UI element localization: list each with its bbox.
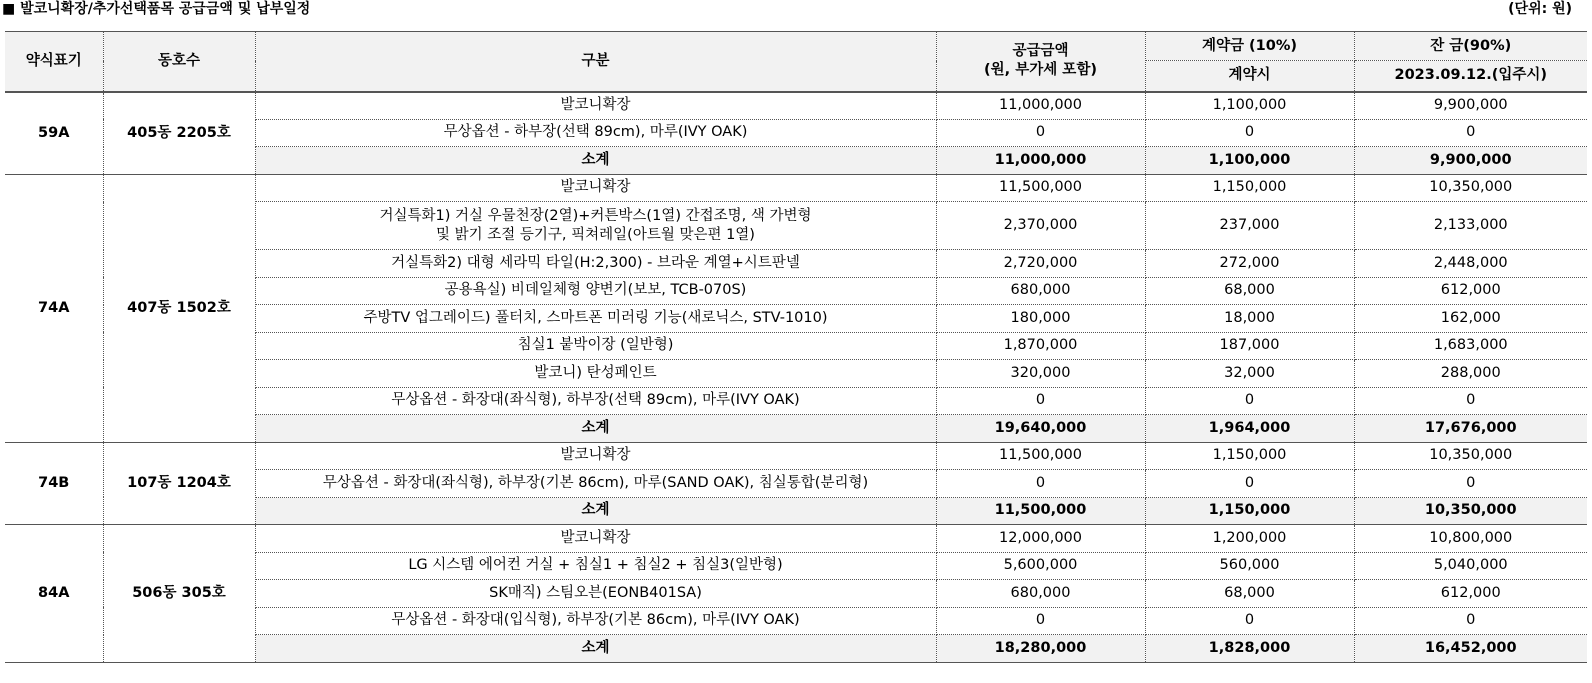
deposit-cell: 1,828,000 bbox=[1145, 635, 1354, 663]
supply-cell: 0 bbox=[936, 607, 1145, 635]
item-cell: 주방TV 업그레이드) 풀터치, 스마트폰 미러링 기능(새로닉스, STV-1010) bbox=[255, 305, 936, 333]
supply-cell: 18,280,000 bbox=[936, 635, 1145, 663]
supply-cell: 0 bbox=[936, 470, 1145, 498]
deposit-cell: 187,000 bbox=[1145, 332, 1354, 360]
supply-cell: 11,000,000 bbox=[936, 92, 1145, 120]
deposit-cell: 32,000 bbox=[1145, 360, 1354, 388]
balance-cell: 9,900,000 bbox=[1354, 147, 1587, 175]
supply-cell: 1,870,000 bbox=[936, 332, 1145, 360]
table-body bbox=[5, 92, 1587, 663]
item-cell: 공용욕실) 비데일체형 양변기(보보, TCB-070S) bbox=[255, 277, 936, 305]
supply-cell: 320,000 bbox=[936, 360, 1145, 388]
deposit-cell: 1,150,000 bbox=[1145, 174, 1354, 202]
deposit-cell: 68,000 bbox=[1145, 580, 1354, 608]
col-category-header: 구분 bbox=[255, 32, 936, 92]
supply-cell: 11,000,000 bbox=[936, 147, 1145, 175]
col-balance-subheader: 2023.09.12.(입주시) bbox=[1354, 61, 1587, 92]
supply-header-sub: (원, 부가세 포함) bbox=[984, 62, 1097, 79]
table-row bbox=[5, 525, 1587, 553]
unit-cell: 506동 305호 bbox=[103, 525, 255, 663]
col-deposit-subheader: 계약시 bbox=[1145, 61, 1354, 92]
deposit-cell: 0 bbox=[1145, 607, 1354, 635]
table-row bbox=[5, 174, 1587, 202]
item-cell: 무상옵션 - 하부장(선택 89cm), 마루(IVY OAK) bbox=[255, 119, 936, 147]
subtotal-label: 소계 bbox=[255, 415, 936, 443]
balance-cell: 1,683,000 bbox=[1354, 332, 1587, 360]
supply-cell: 180,000 bbox=[936, 305, 1145, 333]
table-row bbox=[5, 442, 1587, 470]
col-supply-header bbox=[936, 32, 1145, 92]
supply-cell: 11,500,000 bbox=[936, 497, 1145, 525]
balance-cell: 0 bbox=[1354, 470, 1587, 498]
item-cell: 침실1 붙박이장 (일반형) bbox=[255, 332, 936, 360]
balance-cell: 288,000 bbox=[1354, 360, 1587, 388]
balance-cell: 2,448,000 bbox=[1354, 250, 1587, 278]
item-cell: 발코니확장 bbox=[255, 442, 936, 470]
type-cell: 84A bbox=[5, 525, 103, 663]
unit-cell: 407동 1502호 bbox=[103, 174, 255, 442]
balance-cell: 612,000 bbox=[1354, 580, 1587, 608]
item-cell: 무상옵션 - 화장대(입식형), 하부장(기본 86cm), 마루(IVY OAK) bbox=[255, 607, 936, 635]
balance-cell: 16,452,000 bbox=[1354, 635, 1587, 663]
deposit-cell: 0 bbox=[1145, 119, 1354, 147]
col-balance-header: 잔 금(90%) bbox=[1354, 32, 1587, 61]
item-cell: 무상옵션 - 화장대(좌식형), 하부장(선택 89cm), 마루(IVY OAK) bbox=[255, 387, 936, 415]
deposit-cell: 1,200,000 bbox=[1145, 525, 1354, 553]
supply-cell: 680,000 bbox=[936, 580, 1145, 608]
balance-cell: 10,350,000 bbox=[1354, 497, 1587, 525]
item-cell bbox=[255, 202, 936, 250]
supply-header-label: 공급금액 bbox=[1012, 43, 1069, 60]
deposit-cell: 237,000 bbox=[1145, 202, 1354, 250]
unit-label: (단위: 원) bbox=[1508, 1, 1572, 17]
table-header bbox=[5, 32, 1587, 92]
deposit-cell: 1,150,000 bbox=[1145, 442, 1354, 470]
item-cell: 발코니확장 bbox=[255, 525, 936, 553]
subtotal-label: 소계 bbox=[255, 497, 936, 525]
item-cell: SK매직) 스팀오븐(EONB401SA) bbox=[255, 580, 936, 608]
supply-cell: 11,500,000 bbox=[936, 174, 1145, 202]
item-cell: LG 시스템 에어컨 거실 + 침실1 + 침실2 + 침실3(일반형) bbox=[255, 552, 936, 580]
balance-cell: 10,800,000 bbox=[1354, 525, 1587, 553]
balance-cell: 0 bbox=[1354, 607, 1587, 635]
balance-cell: 612,000 bbox=[1354, 277, 1587, 305]
balance-cell: 162,000 bbox=[1354, 305, 1587, 333]
deposit-cell: 560,000 bbox=[1145, 552, 1354, 580]
title-row bbox=[0, 0, 1592, 26]
item-cell: 발코니) 탄성페인트 bbox=[255, 360, 936, 388]
type-cell: 59A bbox=[5, 92, 103, 175]
col-type-header: 약식표기 bbox=[5, 32, 103, 92]
col-unit-header: 동호수 bbox=[103, 32, 255, 92]
supply-cell: 680,000 bbox=[936, 277, 1145, 305]
deposit-cell: 18,000 bbox=[1145, 305, 1354, 333]
item-line-1: 거실특화1) 거실 우물천장(2열)+커튼박스(1열) 간접조명, 색 가변형 bbox=[379, 207, 812, 224]
supply-cell: 19,640,000 bbox=[936, 415, 1145, 443]
balance-cell: 2,133,000 bbox=[1354, 202, 1587, 250]
supply-cell: 2,720,000 bbox=[936, 250, 1145, 278]
item-cell: 무상옵션 - 화장대(좌식형), 하부장(기본 86cm), 마루(SAND OAK), 침실통합(분리형) bbox=[255, 470, 936, 498]
table-row bbox=[5, 92, 1587, 120]
unit-cell: 107동 1204호 bbox=[103, 442, 255, 525]
type-cell: 74A bbox=[5, 174, 103, 442]
supply-cell: 2,370,000 bbox=[936, 202, 1145, 250]
item-line-2: 및 밝기 조절 등기구, 픽쳐레일(아트월 맞은편 1열) bbox=[436, 226, 755, 243]
supply-cell: 12,000,000 bbox=[936, 525, 1145, 553]
balance-cell: 9,900,000 bbox=[1354, 92, 1587, 120]
supply-cell: 5,600,000 bbox=[936, 552, 1145, 580]
balance-cell: 5,040,000 bbox=[1354, 552, 1587, 580]
balance-cell: 0 bbox=[1354, 387, 1587, 415]
balance-cell: 10,350,000 bbox=[1354, 174, 1587, 202]
col-deposit-header: 계약금 (10%) bbox=[1145, 32, 1354, 61]
item-cell: 발코니확장 bbox=[255, 174, 936, 202]
price-table bbox=[5, 31, 1587, 663]
deposit-cell: 0 bbox=[1145, 470, 1354, 498]
page-title: ■ 발코니확장/추가선택품목 공급금액 및 납부일정 bbox=[2, 1, 311, 17]
deposit-cell: 1,150,000 bbox=[1145, 497, 1354, 525]
supply-cell: 0 bbox=[936, 387, 1145, 415]
unit-cell: 405동 2205호 bbox=[103, 92, 255, 175]
deposit-cell: 272,000 bbox=[1145, 250, 1354, 278]
deposit-cell: 1,100,000 bbox=[1145, 147, 1354, 175]
item-cell: 거실특화2) 대형 세라믹 타일(H:2,300) - 브라운 계열+시트판넬 bbox=[255, 250, 936, 278]
type-cell: 74B bbox=[5, 442, 103, 525]
deposit-cell: 68,000 bbox=[1145, 277, 1354, 305]
deposit-cell: 1,964,000 bbox=[1145, 415, 1354, 443]
balance-cell: 17,676,000 bbox=[1354, 415, 1587, 443]
deposit-cell: 0 bbox=[1145, 387, 1354, 415]
balance-cell: 0 bbox=[1354, 119, 1587, 147]
balance-cell: 10,350,000 bbox=[1354, 442, 1587, 470]
item-cell: 발코니확장 bbox=[255, 92, 936, 120]
supply-cell: 0 bbox=[936, 119, 1145, 147]
deposit-cell: 1,100,000 bbox=[1145, 92, 1354, 120]
supply-cell: 11,500,000 bbox=[936, 442, 1145, 470]
subtotal-label: 소계 bbox=[255, 147, 936, 175]
subtotal-label: 소계 bbox=[255, 635, 936, 663]
